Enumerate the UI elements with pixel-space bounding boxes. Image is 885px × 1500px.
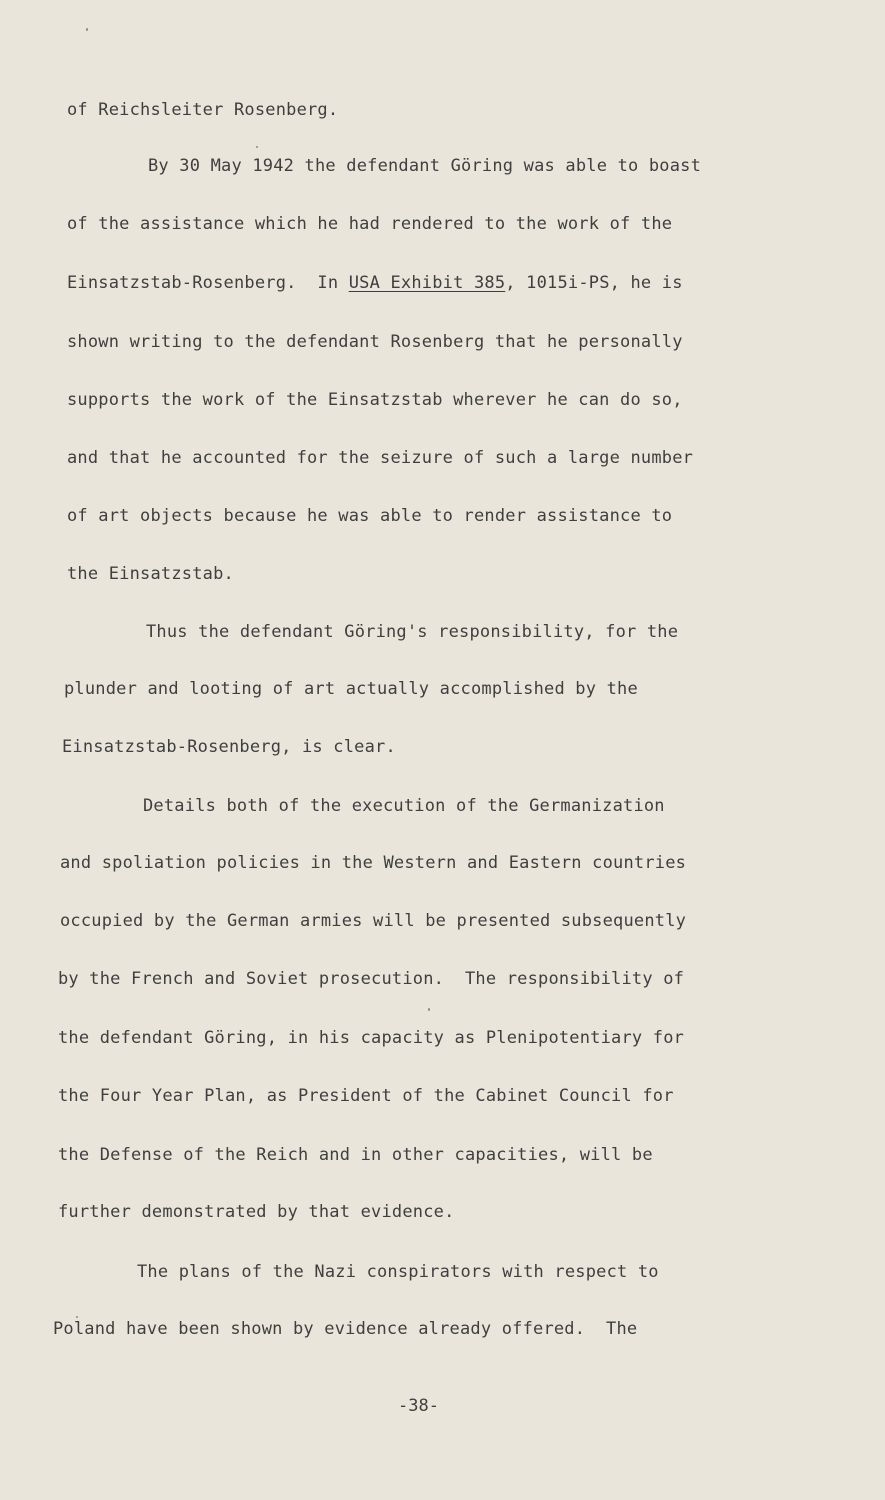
text-line: of the assistance which he had rendered to the work of the <box>67 214 673 234</box>
text-line: The plans of the Nazi conspirators with respect to <box>137 1262 659 1282</box>
text-line <box>67 273 683 293</box>
text-line: the defendant Göring, in his capacity as Plenipotentiary for <box>58 1028 685 1048</box>
text-line: the Four Year Plan, as President of the Cabinet Council for <box>58 1086 674 1106</box>
text-line: shown writing to the defendant Rosenberg that he personally <box>67 332 683 352</box>
text-line: Thus the defendant Göring's responsibility, for the <box>146 622 679 642</box>
text-line: By 30 May 1942 the defendant Göring was able to boast <box>148 156 702 176</box>
paper-speck <box>428 1008 430 1011</box>
text-line: Einsatzstab-Rosenberg, is clear. <box>62 737 396 757</box>
text-line: Poland have been shown by evidence already offered. The <box>53 1319 638 1339</box>
text-line: the Defense of the Reich and in other capacities, will be <box>58 1145 653 1165</box>
text-line: plunder and looting of art actually accomplished by the <box>64 679 638 699</box>
text-line: and that he accounted for the seizure of such a large number <box>67 448 694 468</box>
text-line: of art objects because he was able to render assistance to <box>67 506 673 526</box>
text-line: further demonstrated by that evidence. <box>58 1202 455 1222</box>
exhibit-reference: USA Exhibit 385 <box>348 273 506 293</box>
page-number: -38- <box>398 1396 439 1416</box>
paper-speck <box>76 1316 78 1318</box>
text-segment: Einsatzstab-Rosenberg. In <box>67 273 349 293</box>
text-line: Details both of the execution of the Germanization <box>143 796 665 816</box>
text-line: supports the work of the Einsatzstab wherever he can do so, <box>67 390 683 410</box>
text-line: by the French and Soviet prosecution. The responsibility of <box>58 969 685 989</box>
text-line: and spoliation policies in the Western and Eastern countries <box>60 853 687 873</box>
paper-speck <box>256 146 258 148</box>
text-segment: , 1015i-PS, he is <box>505 273 683 293</box>
text-line: of Reichsleiter Rosenberg. <box>67 100 339 120</box>
paper-speck <box>86 28 88 31</box>
text-line: occupied by the German armies will be presented subsequently <box>60 911 687 931</box>
text-line: the Einsatzstab. <box>67 564 234 584</box>
